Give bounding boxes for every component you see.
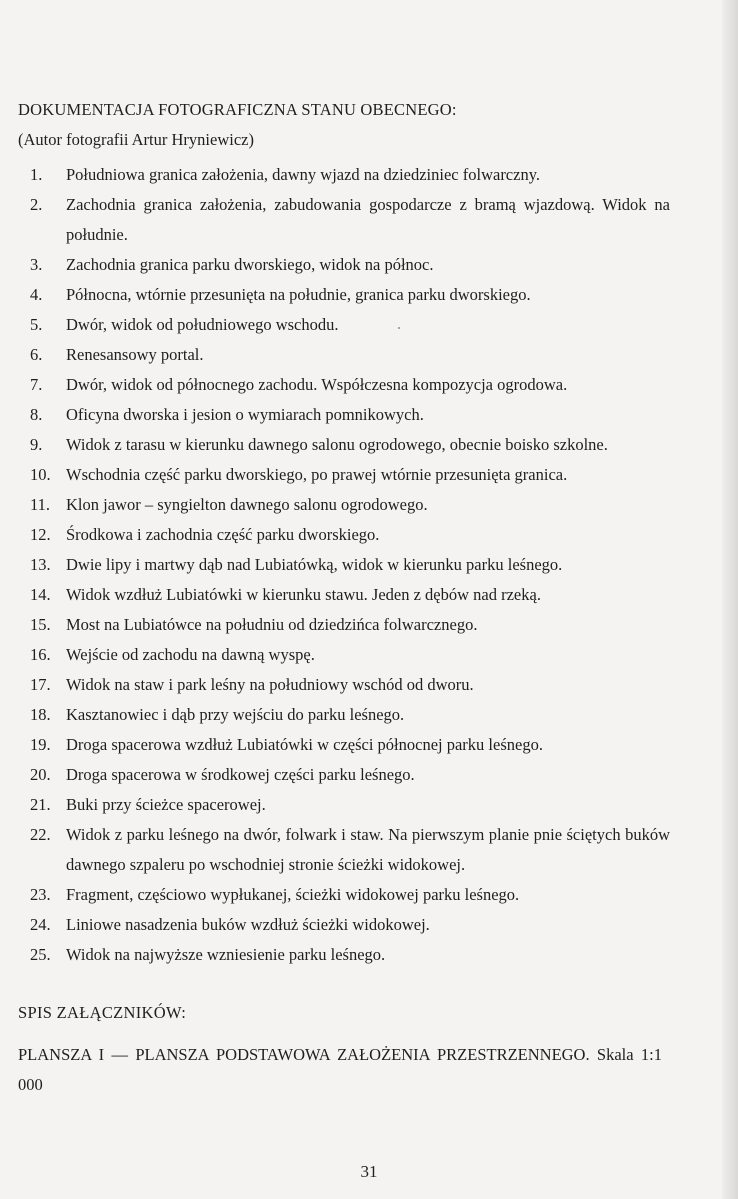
- item-number: 8.: [30, 405, 43, 424]
- item-text: Renesansowy portal.: [66, 345, 204, 364]
- item-text: Klon jawor – syngielton dawnego salonu ogrodowego.: [66, 495, 428, 514]
- list-item: [30, 790, 670, 820]
- item-text: Północna, wtórnie przesunięta na południe, granica parku dworskiego.: [66, 285, 531, 304]
- list-item: [30, 670, 670, 700]
- item-text: Widok na najwyższe wzniesienie parku leśnego.: [66, 945, 386, 964]
- item-number: 23.: [30, 885, 51, 904]
- list-item: [30, 640, 670, 670]
- list-item: [30, 520, 670, 550]
- list-item: [30, 940, 670, 970]
- list-item: [30, 370, 670, 400]
- item-text: Kasztanowiec i dąb przy wejściu do parku leśnego.: [66, 705, 405, 724]
- item-text: Droga spacerowa wzdłuż Lubiatówki w części północnej parku leśnego.: [66, 735, 543, 754]
- list-item: [30, 490, 670, 520]
- item-text: Widok z tarasu w kierunku dawnego salonu ogrodowego, obecnie boisko szkolne.: [66, 435, 608, 454]
- item-number: 11.: [30, 495, 51, 514]
- list-item: [30, 250, 670, 280]
- list-item: [30, 760, 670, 790]
- list-item: [30, 610, 670, 640]
- item-number: 15.: [30, 615, 51, 634]
- list-item: [30, 730, 670, 760]
- scan-speck: [398, 327, 400, 329]
- item-text: Fragment, częściowo wypłukanej, ścieżki widokowej parku leśnego.: [66, 885, 520, 904]
- list-item: [30, 190, 670, 250]
- list-item: [30, 700, 670, 730]
- scan-edge-shadow: [722, 0, 738, 1199]
- item-number: 20.: [30, 765, 51, 784]
- item-number: 4.: [30, 285, 43, 304]
- item-text: Droga spacerowa w środkowej części parku leśnego.: [66, 765, 415, 784]
- item-number: 25.: [30, 945, 51, 964]
- item-number: 17.: [30, 675, 51, 694]
- item-text: Południowa granica założenia, dawny wjazd na dziedziniec folwarczny.: [66, 165, 541, 184]
- list-item: [30, 880, 670, 910]
- item-text: Dwór, widok od północnego zachodu. Współczesna kompozycja ogrodowa.: [66, 375, 568, 394]
- item-number: 7.: [30, 375, 43, 394]
- item-text: Widok z parku leśnego na dwór, folwark i staw. Na pierwszym planie pnie ściętych buków dawnego szpaleru po wschodniej stronie ścieżki widokowej.: [66, 825, 670, 874]
- list-item: [30, 400, 670, 430]
- item-text: Oficyna dworska i jesion o wymiarach pomnikowych.: [66, 405, 424, 424]
- item-number: 10.: [30, 465, 51, 484]
- list-item: [30, 310, 670, 340]
- photo-author-note: (Autor fotografii Artur Hryniewicz): [18, 130, 254, 149]
- list-item: [30, 820, 670, 880]
- list-item: [30, 910, 670, 940]
- attachments-heading: SPIS ZAŁĄCZNIKÓW:: [18, 1003, 187, 1022]
- list-item: [30, 460, 670, 490]
- item-text: Zachodnia granica założenia, zabudowania gospodarcze z bramą wjazdową. Widok na południe.: [66, 195, 670, 244]
- item-number: 5.: [30, 315, 43, 334]
- item-text: Widok wzdłuż Lubiatówki w kierunku stawu. Jeden z dębów nad rzeką.: [66, 585, 541, 604]
- item-number: 9.: [30, 435, 43, 454]
- list-item: [30, 550, 670, 580]
- photo-list: [30, 160, 670, 970]
- item-number: 21.: [30, 795, 51, 814]
- attachment-entry: PLANSZA I — PLANSZA PODSTAWOWA ZAŁOŻENIA PRZESTRZENNEGO. Skala 1:1 000: [18, 1045, 662, 1094]
- list-item: [30, 280, 670, 310]
- item-number: 1.: [30, 165, 43, 184]
- item-number: 19.: [30, 735, 51, 754]
- item-text: Liniowe nasadzenia buków wzdłuż ścieżki widokowej.: [66, 915, 430, 934]
- item-number: 24.: [30, 915, 51, 934]
- item-text: Dwie lipy i martwy dąb nad Lubiatówką, widok w kierunku parku leśnego.: [66, 555, 563, 574]
- list-item: [30, 430, 670, 460]
- item-number: 12.: [30, 525, 51, 544]
- item-number: 3.: [30, 255, 43, 274]
- item-text: Most na Lubiatówce na południu od dziedzińca folwarcznego.: [66, 615, 478, 634]
- item-number: 6.: [30, 345, 43, 364]
- list-item: [30, 160, 670, 190]
- section-heading: DOKUMENTACJA FOTOGRAFICZNA STANU OBECNEGO:: [18, 100, 457, 119]
- list-item: [30, 580, 670, 610]
- item-text: Dwór, widok od południowego wschodu.: [66, 315, 339, 334]
- item-text: Widok na staw i park leśny na południowy wschód od dworu.: [66, 675, 474, 694]
- item-text: Buki przy ścieżce spacerowej.: [66, 795, 266, 814]
- item-number: 2.: [30, 195, 43, 214]
- item-number: 18.: [30, 705, 51, 724]
- list-item: [30, 340, 670, 370]
- item-number: 16.: [30, 645, 51, 664]
- item-number: 13.: [30, 555, 51, 574]
- item-number: 14.: [30, 585, 51, 604]
- item-text: Zachodnia granica parku dworskiego, widok na północ.: [66, 255, 434, 274]
- item-text: Wschodnia część parku dworskiego, po prawej wtórnie przesunięta granica.: [66, 465, 568, 484]
- item-text: Środkowa i zachodnia część parku dworskiego.: [66, 525, 380, 544]
- item-text: Wejście od zachodu na dawną wyspę.: [66, 645, 315, 664]
- page-number: 31: [360, 1162, 378, 1181]
- item-number: 22.: [30, 825, 51, 844]
